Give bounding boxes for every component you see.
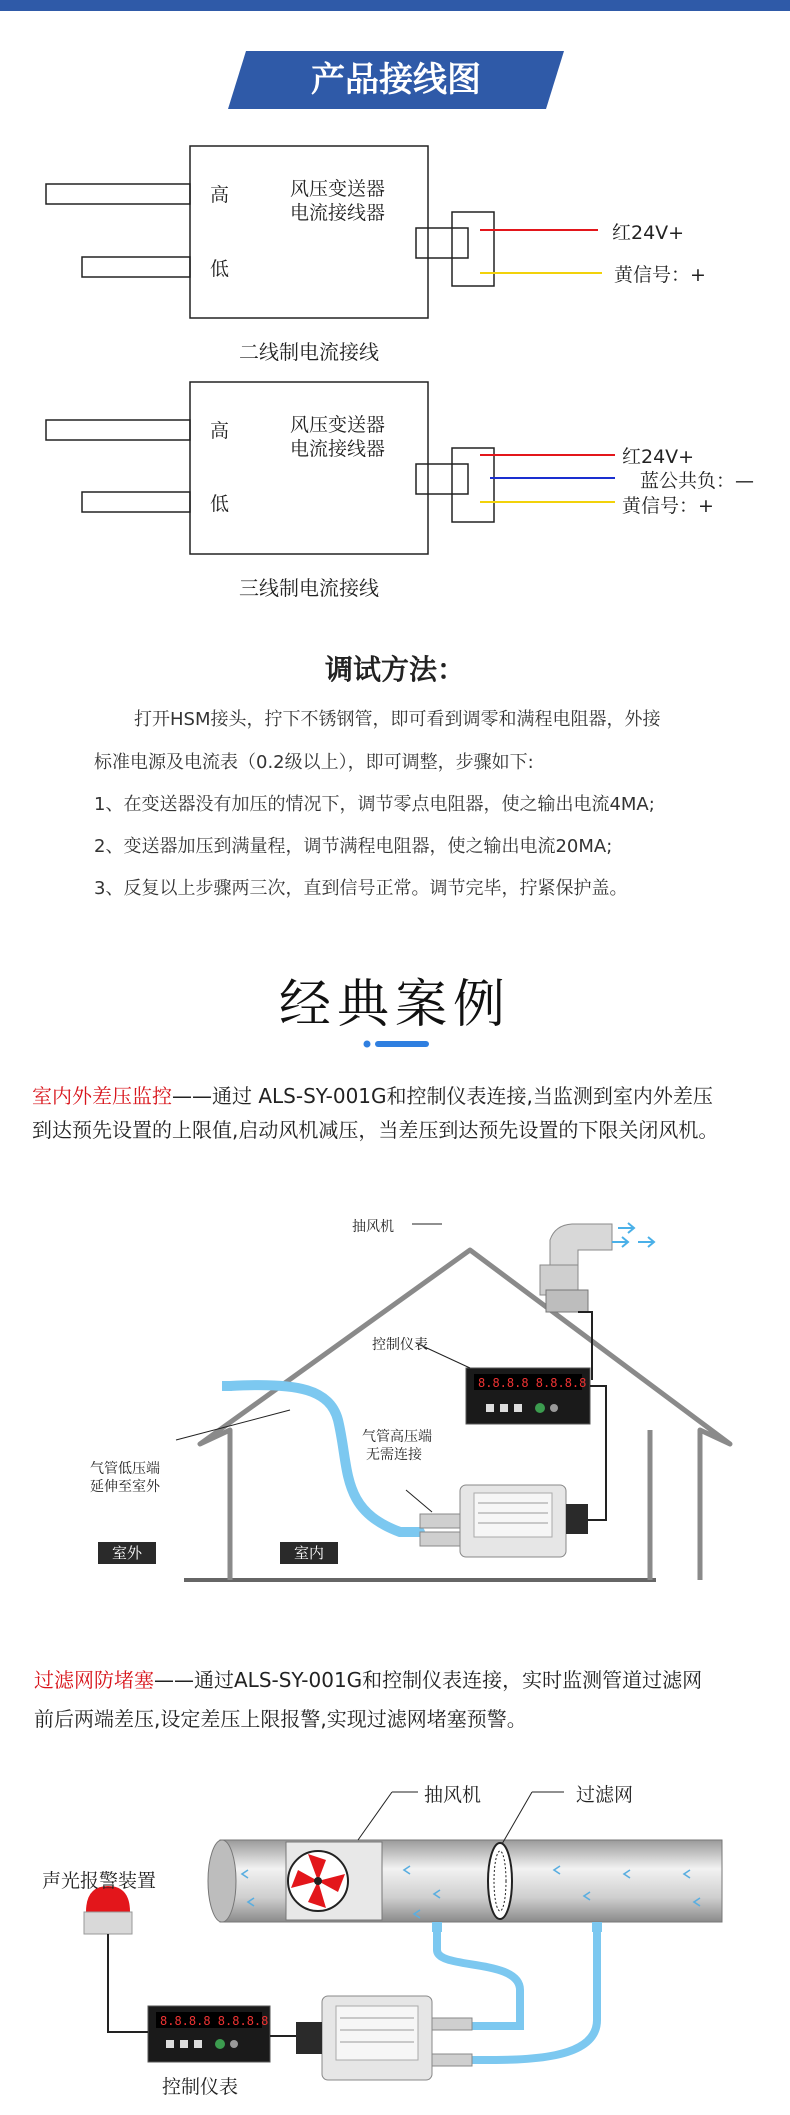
case1-line1 [32, 1080, 713, 1109]
title-underline [363, 1040, 429, 1048]
debug-step-2: 2、变送器加压到满量程，调节满程电阻器，使之输出电流20MA; [94, 836, 613, 857]
debug-line-2: 标准电源及电流表（0.2级以上），即可调整，步骤如下: [94, 752, 534, 773]
case1-line1-rest: ——通过 ALS-SY-001G和控制仪表连接,当监测到室内外差压 [172, 1084, 713, 1108]
debug-title: 调试方法： [324, 653, 465, 686]
three-wire-high-label: 高 [210, 420, 230, 442]
house-illustration [0, 1180, 790, 1600]
case2-line1 [34, 1664, 702, 1693]
low-port-label-1: 气管低压端 [90, 1461, 160, 1477]
two-wire-red-label: 红24V+ [612, 222, 685, 244]
pipe-fan-label: 抽风机 [424, 1784, 482, 1806]
two-wire-caption: 二线制电流接线 [239, 340, 379, 364]
three-wire-box-line2: 电流接线器 [290, 438, 386, 460]
three-wire-blue-label: 蓝公共负：— [640, 470, 755, 492]
three-wire-diagram [46, 382, 494, 554]
two-wire-diagram [46, 146, 494, 318]
alarm-light [84, 1886, 132, 1934]
two-wire-high-label: 高 [210, 184, 230, 206]
cases-title: 经典案例 [278, 975, 511, 1035]
pipe-fan [286, 1842, 382, 1920]
low-port-label-2: 延伸至室外 [90, 1479, 160, 1495]
three-wire-caption: 三线制电流接线 [239, 576, 379, 600]
outside-tag: 室外 [98, 1542, 156, 1564]
two-wire-yellow-label: 黄信号：+ [614, 264, 706, 286]
inside-tag: 室内 [280, 1542, 338, 1564]
three-wire-red-label: 红24V+ [622, 446, 695, 468]
control-meter [466, 1368, 590, 1424]
pipe-meter-label: 控制仪表 [162, 2076, 239, 2098]
house-fan-label: 抽风机 [352, 1219, 394, 1235]
case2-line2: 前后两端差压,设定差压上限报警,实现过滤网堵塞预警。 [34, 1707, 527, 1731]
two-wire-box-line2: 电流接线器 [290, 202, 386, 224]
air-flow-arrows [612, 1223, 654, 1247]
case2-line1-rest: ——通过ALS-SY-001G和控制仪表连接，实时监测管道过滤网 [154, 1668, 703, 1692]
debug-step-1: 1、在变送器没有加压的情况下，调节零点电阻器，使之输出电流4MA; [94, 794, 655, 815]
house-meter-label: 控制仪表 [372, 1337, 428, 1353]
debug-line-1: 打开HSM接头，拧下不锈钢管，即可看到调零和满程电阻器，外接 [134, 709, 661, 730]
three-wire-yellow-label: 黄信号：+ [622, 495, 714, 517]
alarm-label: 声光报警装置 [42, 1870, 157, 1892]
exhaust-fan [540, 1224, 612, 1312]
case1-line2: 到达预先设置的上限值,启动风机减压，当差压到达预先设置的下限关闭风机。 [32, 1118, 719, 1142]
two-wire-low-label: 低 [210, 258, 230, 280]
three-wire-low-label: 低 [210, 493, 230, 515]
case1-highlight: 室内外差压监控 [32, 1084, 172, 1108]
pipe-control-meter [148, 2006, 270, 2062]
svg-text:8.8.8.8 8.8.8.8: 8.8.8.8 8.8.8.8 [478, 1376, 587, 1390]
high-port-label-2: 无需连接 [366, 1447, 422, 1463]
three-wire-box-line1: 风压变送器 [290, 414, 386, 436]
pressure-transmitter [420, 1485, 588, 1557]
pipe-filter-label: 过滤网 [576, 1784, 634, 1806]
top-accent-bar [0, 0, 790, 11]
pipe-filter [488, 1843, 512, 1919]
debug-step-3: 3、反复以上步骤两三次，直到信号正常。调节完毕，拧紧保护盖。 [94, 878, 628, 899]
high-port-label-1: 气管高压端 [362, 1429, 432, 1445]
case2-highlight: 过滤网防堵塞 [34, 1668, 154, 1692]
two-wire-box-line1: 风压变送器 [290, 178, 386, 200]
svg-text:8.8.8.8 8.8.8.8: 8.8.8.8 8.8.8.8 [160, 2014, 269, 2028]
pipe-transmitter [296, 1996, 472, 2080]
pipe-illustration [0, 1770, 790, 2115]
page-title: 产品接线图 [311, 60, 481, 100]
wiring-diagrams [0, 130, 790, 600]
